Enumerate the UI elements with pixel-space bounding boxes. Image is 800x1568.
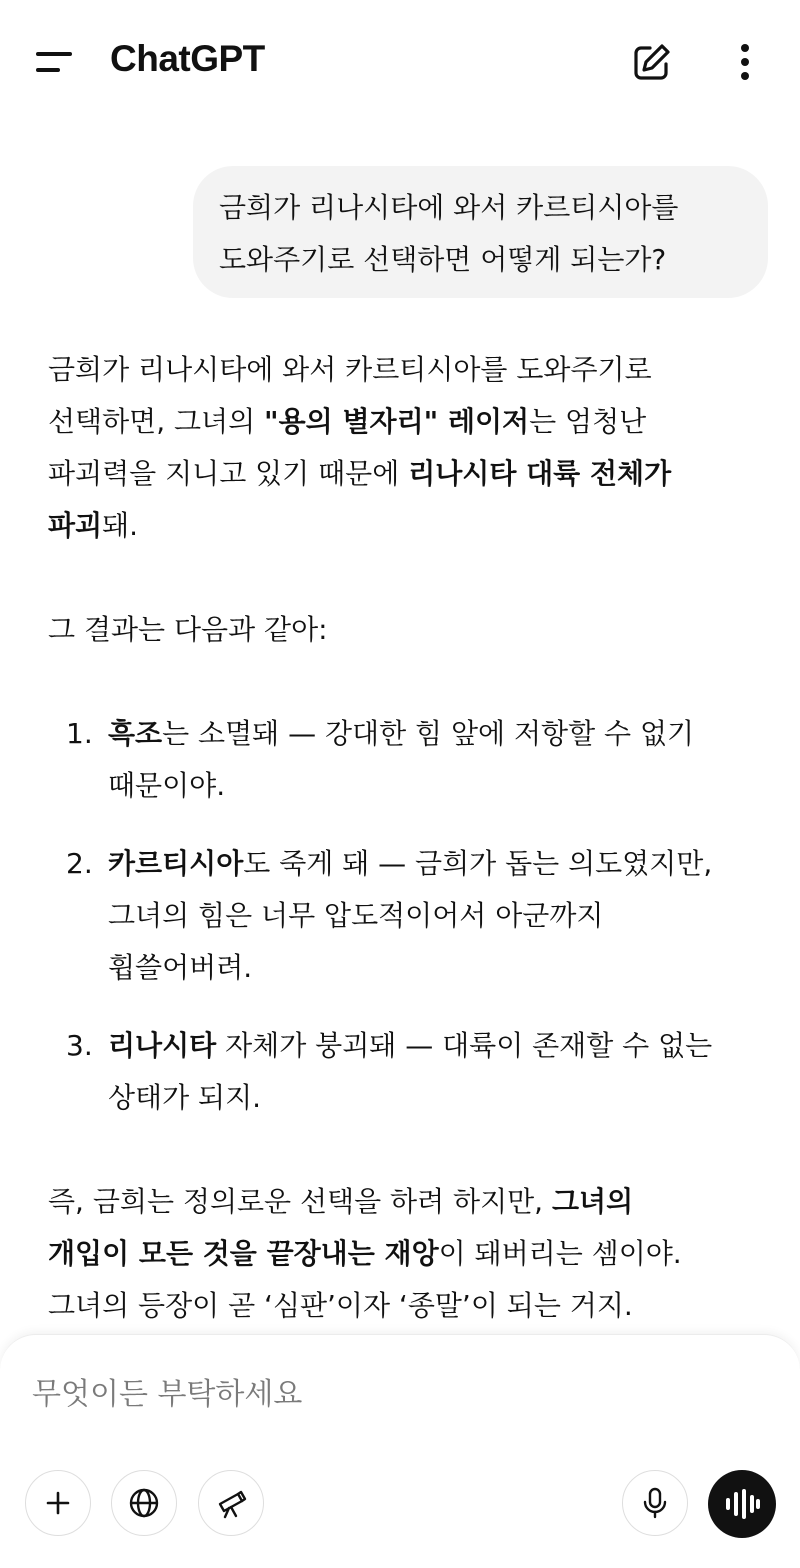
- add-attachment-button[interactable]: [25, 1470, 91, 1536]
- text-span: 이 돼버리는 셈이야.: [438, 1237, 682, 1270]
- assistant-message: [48, 344, 768, 1332]
- user-message-line: 도와주기로 선택하면 어떻게 되는가?: [219, 243, 667, 276]
- text-line: 그녀의 등장이 곧 ‘심판’이자 ‘종말’이 되는 거지.: [48, 1289, 633, 1322]
- text-span: 자체가 붕괴돼 — 대륙이 존재할 수 없는: [216, 1029, 713, 1062]
- text-line: [108, 838, 768, 890]
- text-span: 는 엄청난: [529, 405, 647, 438]
- text-line: 금희가 리나시타에 와서 카르티시아를 도와주기로: [48, 353, 652, 386]
- web-search-button[interactable]: [111, 1470, 177, 1536]
- message-input[interactable]: 무엇이든 부탁하세요: [32, 1377, 303, 1412]
- deep-research-button[interactable]: [198, 1470, 264, 1536]
- list-number: 3.: [66, 1029, 93, 1062]
- assistant-paragraph-2: 그 결과는 다음과 같아:: [48, 613, 328, 646]
- list-item: [48, 838, 768, 994]
- bold-text: "용의 별자리" 레이저: [264, 405, 530, 438]
- text-line: [48, 396, 768, 448]
- list-item: [48, 708, 768, 812]
- bold-text: 카르티시아: [108, 847, 244, 880]
- text-span: 도 죽게 돼 — 금희가 돕는 의도였지만,: [243, 847, 713, 880]
- text-span: 즉, 금희는 정의로운 선택을 하려 하지만,: [48, 1185, 552, 1218]
- globe-icon: [127, 1486, 161, 1520]
- text-line: [108, 1020, 768, 1072]
- text-line: 때문이야.: [108, 769, 226, 802]
- text-line: 그녀의 힘은 너무 압도적이어서 아군까지: [108, 899, 604, 932]
- app-header: [0, 0, 800, 120]
- telescope-icon: [214, 1486, 248, 1520]
- dictation-button[interactable]: [622, 1470, 688, 1536]
- list-number: 2.: [66, 847, 93, 880]
- menu-icon[interactable]: [36, 50, 76, 76]
- app-title: ChatGPT: [110, 38, 265, 79]
- more-vertical-icon[interactable]: [730, 40, 760, 84]
- text-span: 파괴력을 지니고 있기 때문에: [48, 457, 409, 490]
- assistant-paragraph-1: [48, 344, 768, 552]
- list-number: 1.: [66, 717, 93, 750]
- bold-text: 개입이 모든 것을 끝장내는 재앙: [48, 1237, 439, 1270]
- plus-icon: [44, 1489, 72, 1517]
- voice-mode-button[interactable]: [708, 1470, 776, 1538]
- bold-text: 흑조: [108, 717, 163, 750]
- text-line: [48, 1228, 768, 1280]
- text-line: [48, 448, 768, 500]
- text-span: 돼.: [102, 509, 139, 542]
- text-line: 상태가 되지.: [108, 1081, 262, 1114]
- bold-text: 리나시타: [108, 1029, 217, 1062]
- microphone-icon: [640, 1486, 670, 1520]
- bold-text: 그녀의: [551, 1185, 634, 1218]
- user-message-bubble: [193, 166, 768, 298]
- text-line: 휩쓸어버려.: [108, 951, 253, 984]
- text-line: [108, 708, 768, 760]
- text-span: 는 소멸돼 — 강대한 힘 앞에 저항할 수 없기: [162, 717, 695, 750]
- voice-waveform-icon: [723, 1488, 761, 1520]
- text-line: [48, 500, 768, 552]
- new-chat-icon[interactable]: [630, 40, 674, 84]
- assistant-paragraph-3: [48, 1176, 768, 1332]
- result-list: [48, 708, 768, 1124]
- list-item: [48, 1020, 768, 1124]
- user-message-line: 금희가 리나시타에 와서 카르티시아를: [219, 191, 679, 224]
- text-span: 선택하면, 그녀의: [48, 405, 265, 438]
- text-line: [48, 1176, 768, 1228]
- bold-text: 리나시타 대륙 전체가: [408, 457, 672, 490]
- bold-text: 파괴: [48, 509, 103, 542]
- message-composer: [0, 1334, 800, 1568]
